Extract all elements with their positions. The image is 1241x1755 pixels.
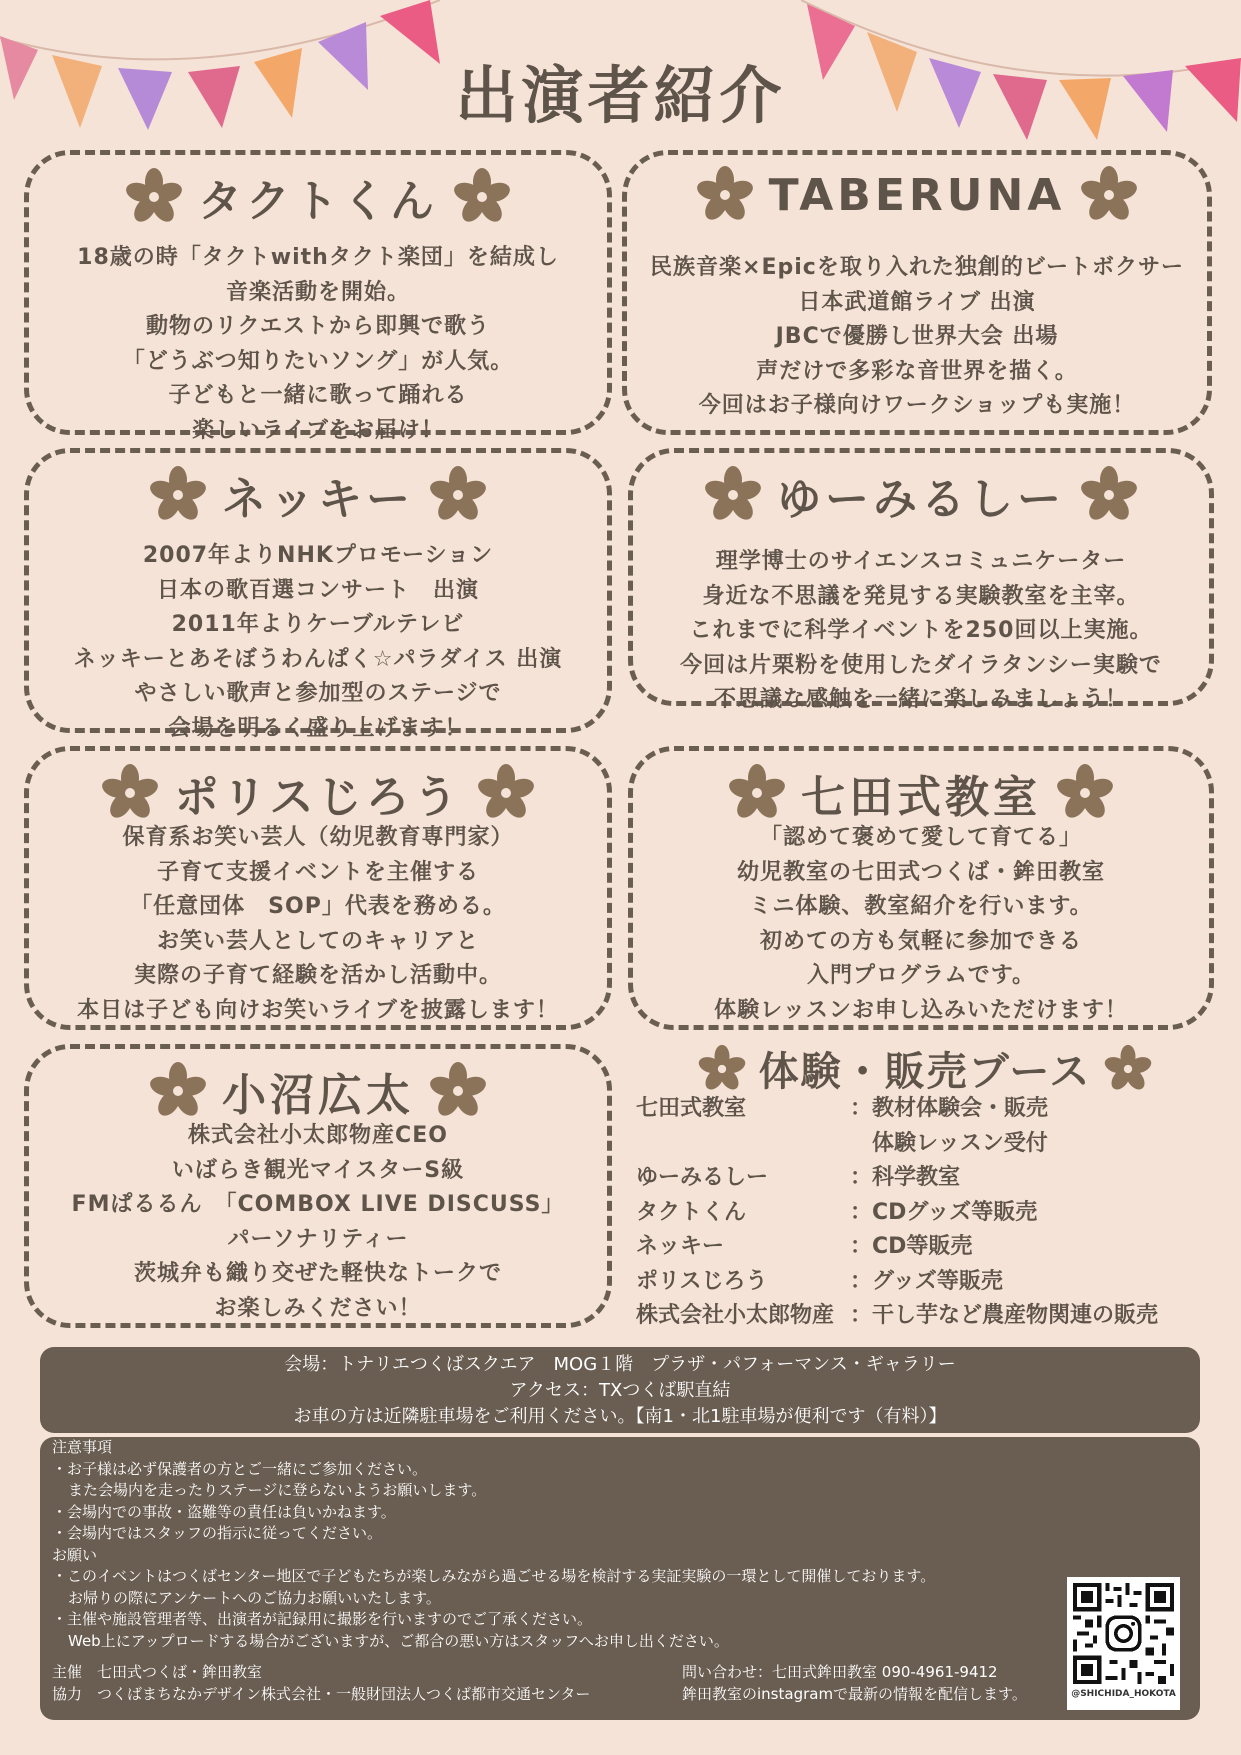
performer-description-line: 「任意団体 SOP」代表を務める。 bbox=[130, 894, 506, 919]
performer-description-line: いばらき観光マイスターS級 bbox=[171, 1157, 465, 1183]
performer-description-line: 「認めて褒めて愛して育てる」 bbox=[759, 825, 1082, 850]
booth-org: 株式会社小太郎物産 bbox=[636, 1303, 835, 1328]
performer-description-line: 茨城弁も織り交ぜた軽快なトークで bbox=[133, 1261, 502, 1286]
performer-description-line: お笑い芸人としてのキャリアと bbox=[156, 928, 479, 954]
performer-heading bbox=[633, 463, 1209, 527]
flower-icon bbox=[124, 167, 184, 227]
performer-name: タクトくん bbox=[198, 176, 438, 227]
booth-items: 科学教室 bbox=[872, 1165, 961, 1190]
booth-row bbox=[636, 1161, 1158, 1196]
parking-line: お車の方は近隣駐車場をご利用ください。【南1・北1駐車場が便利です（有料）】 bbox=[293, 1406, 947, 1427]
booth-row bbox=[636, 1196, 1158, 1231]
request-line: ・このイベントはつくばセンター地区で子どもたちが楽しみながら過ごせる場を検討する実証実験の一環として開催しております。 bbox=[52, 1567, 936, 1585]
page-title: 出演者紹介 bbox=[455, 59, 786, 132]
performer-description-line: やさしい歌声と参加型のステージで bbox=[134, 681, 502, 706]
booth-separator: ： bbox=[850, 1303, 873, 1328]
performer-description-line: 株式会社小太郎物産CEO bbox=[188, 1123, 448, 1148]
performer-description-line: 保育系お笑い芸人（幼児教育専門家） bbox=[122, 825, 514, 850]
performer-description-line: 本日は子ども向けお笑いライブを披露します！ bbox=[77, 997, 559, 1023]
caution-line: また会場内を走ったりステージに登らないようお願いします。 bbox=[68, 1481, 487, 1499]
venue-panel bbox=[40, 1347, 1200, 1433]
performer-name: TABERUNA bbox=[768, 169, 1066, 221]
flower-icon bbox=[1079, 165, 1139, 225]
performer-card bbox=[628, 448, 1214, 712]
booth-items: 干し芋など農産物関連の販売 bbox=[872, 1303, 1159, 1328]
organizer: 主催 七田式つくば・鉾田教室 bbox=[52, 1663, 263, 1681]
performer-description-line: 今回は片栗粉を使用したダイラタンシー実験で bbox=[680, 652, 1162, 678]
performer-description-line: 入門プログラムです。 bbox=[806, 963, 1036, 988]
booth-row bbox=[636, 1230, 1158, 1265]
booth-org: ポリスじろう bbox=[636, 1268, 768, 1294]
performer-name: 小沼広太 bbox=[222, 1070, 414, 1121]
booth-items: CD等販売 bbox=[872, 1234, 973, 1259]
booth-separator: ： bbox=[850, 1096, 873, 1121]
booth-org bbox=[636, 1127, 850, 1162]
flower-icon bbox=[452, 167, 512, 227]
booth-separator bbox=[850, 1127, 872, 1162]
performer-heading bbox=[29, 1059, 607, 1123]
performer-card bbox=[24, 150, 612, 443]
performer-description-line: 実際の子育て経験を活かし活動中。 bbox=[133, 963, 502, 988]
performer-description-line: 動物のリクエストから即興で歌う bbox=[145, 314, 491, 339]
performer-description-line: 体験レッスンお申し込みいただけます！ bbox=[714, 997, 1128, 1023]
performer-description-line: JBCで優勝し世界大会 出場 bbox=[775, 324, 1059, 349]
booth-org: タクトくん bbox=[636, 1199, 747, 1225]
booth-list bbox=[636, 1092, 1158, 1334]
performer-card bbox=[24, 1044, 612, 1328]
booth-org: ゆーみるしー bbox=[636, 1165, 769, 1190]
qr-handle: @SHICHIDA_HOKOTA bbox=[1071, 1689, 1176, 1699]
notes-panel bbox=[40, 1437, 1200, 1720]
flower-icon bbox=[428, 1061, 488, 1121]
performer-description-line: 日本の歌百選コンサート 出演 bbox=[156, 577, 479, 603]
performer-description-line: 音楽活動を開始。 bbox=[225, 279, 410, 305]
performer-description-line: パーソナリティー bbox=[227, 1226, 409, 1252]
booth-separator: ： bbox=[850, 1234, 873, 1259]
performer-name: ゆーみるしー bbox=[777, 474, 1065, 525]
performer-heading bbox=[29, 761, 607, 825]
performer-card bbox=[628, 746, 1214, 1030]
performer-description-line: 2007年よりNHKプロモーション bbox=[142, 543, 494, 568]
instagram-note: 鉾田教室のinstagramで最新の情報を配信します。 bbox=[682, 1684, 1027, 1703]
instagram-icon bbox=[1107, 1617, 1139, 1649]
performer-heading bbox=[627, 165, 1207, 225]
performer-description-line: 楽しいライブをお届け！ bbox=[192, 417, 444, 443]
performer-description-line: これまでに科学イベントを250回以上実施。 bbox=[689, 618, 1153, 643]
booth-items: 体験レッスン受付 bbox=[872, 1130, 1048, 1156]
booth-separator: ： bbox=[850, 1165, 873, 1190]
performer-description-line: 声だけで多彩な音世界を描く。 bbox=[756, 358, 1078, 384]
performer-description-line: 「どうぶつ知りたいソング」が人気。 bbox=[122, 348, 514, 374]
performer-name: 七田式教室 bbox=[801, 772, 1041, 823]
performer-card bbox=[622, 150, 1212, 435]
performer-description-line: 理学博士のサイエンスコミュニケーター bbox=[715, 549, 1127, 574]
booth-items: グッズ等販売 bbox=[872, 1268, 1003, 1294]
flower-icon bbox=[428, 465, 488, 525]
booth-items: 教材体験会・販売 bbox=[872, 1096, 1049, 1121]
performer-description-line: 2011年よりケーブルテレビ bbox=[171, 612, 465, 637]
performer-description-line: 身近な不思議を発見する実験教室を主宰。 bbox=[702, 583, 1140, 609]
performer-description-line: 子育て支援イベントを主催する bbox=[156, 859, 479, 885]
booth-title: 体験・販売ブース bbox=[758, 1049, 1092, 1095]
performer-description-line: 幼児教室の七田式つくば・鉾田教室 bbox=[736, 859, 1105, 885]
flower-icon bbox=[1079, 465, 1139, 525]
flower-icon bbox=[695, 165, 755, 225]
booth-items: CDグッズ等販売 bbox=[872, 1199, 1038, 1225]
flower-icon bbox=[727, 763, 787, 823]
request-line: お帰りの際にアンケートへのご協力お願いいたします。 bbox=[68, 1588, 441, 1607]
booth-org: 七田式教室 bbox=[636, 1096, 747, 1121]
booth-row bbox=[636, 1092, 1158, 1127]
flower-icon bbox=[1055, 763, 1115, 823]
performer-heading bbox=[29, 463, 607, 527]
performer-name: ポリスじろう bbox=[174, 772, 462, 823]
booth-row bbox=[636, 1127, 1158, 1162]
performer-description-line: お楽しみください！ bbox=[214, 1295, 422, 1321]
access-line: アクセス：TXつくば駅直結 bbox=[509, 1380, 731, 1401]
performer-heading bbox=[29, 165, 607, 229]
qr-code-block[interactable] bbox=[1067, 1577, 1180, 1710]
booth-separator: ： bbox=[850, 1268, 873, 1294]
flower-icon bbox=[476, 763, 536, 823]
flower-icon bbox=[697, 1044, 747, 1094]
performer-card bbox=[24, 448, 612, 741]
performer-description-line: 初めての方も気軽に参加できる bbox=[759, 928, 1082, 954]
cooperation: 協力 つくばまちなかデザイン株式会社・一般財団法人つくば都市交通センター bbox=[52, 1684, 591, 1703]
request-line: ・主催や施設管理者等、出演者が記録用に撮影を行いますのでご了承ください。 bbox=[52, 1610, 593, 1628]
contact: 問い合わせ：七田式鉾田教室 090-4961-9412 bbox=[682, 1663, 998, 1681]
caution-line: ・会場内ではスタッフの指示に従ってください。 bbox=[52, 1524, 383, 1542]
booth-row bbox=[636, 1299, 1158, 1334]
performer-description-line: FMぱるるん 「COMBOX LIVE DISCUSS」 bbox=[71, 1192, 565, 1217]
request-heading: お願い bbox=[52, 1545, 98, 1564]
flower-icon bbox=[100, 763, 160, 823]
performer-card bbox=[24, 746, 612, 1030]
performer-description-line: 民族音楽×Epicを取り入れた独創的ビートボクサー bbox=[650, 255, 1184, 280]
flower-icon bbox=[148, 1061, 208, 1121]
performer-description-line: 日本武道館ライブ 出演 bbox=[798, 289, 1036, 315]
performer-description-line: ミニ体験、教室紹介を行います。 bbox=[749, 894, 1093, 919]
performer-description-line: 今回はお子様向けワークショップも実施！ bbox=[698, 393, 1136, 418]
caution-heading: 注意事項 bbox=[52, 1438, 113, 1456]
performer-description-line: ネッキーとあそぼうわんぱく☆パラダイス 出演 bbox=[73, 646, 563, 672]
performer-description-line: 会場を明るく盛り上げます！ bbox=[168, 715, 468, 741]
performer-description-line: 不思議な感触を一緒に楽しみましょう！ bbox=[713, 687, 1128, 712]
flower-icon bbox=[148, 465, 208, 525]
flower-icon bbox=[1103, 1044, 1153, 1094]
caution-line: ・お子様は必ず保護者の方とご一緒にご参加ください。 bbox=[52, 1459, 428, 1478]
performer-description-line: 18歳の時「タクトwithタクト楽団」を結成し bbox=[77, 245, 559, 270]
qr-code bbox=[1073, 1583, 1174, 1684]
venue-line: 会場：トナリエつくばスクエア MOG１階 プラザ・パフォーマンス・ギャラリー bbox=[284, 1354, 956, 1375]
flower-icon bbox=[703, 465, 763, 525]
booth-heading bbox=[630, 1040, 1220, 1097]
booth-row bbox=[636, 1265, 1158, 1300]
booth-separator: ： bbox=[850, 1199, 873, 1225]
performer-description-line: 子どもと一緒に歌って踊れる bbox=[168, 383, 468, 408]
performer-name: ネッキー bbox=[222, 474, 414, 525]
request-line: Web上にアップロードする場合がございますが、ご都合の悪い方はスタッフへお申し出ください。 bbox=[68, 1631, 729, 1650]
booth-org: ネッキー bbox=[636, 1234, 725, 1259]
performer-heading bbox=[633, 761, 1209, 825]
caution-line: ・会場内での事故・盗難等の責任は負いかねます。 bbox=[52, 1502, 396, 1521]
